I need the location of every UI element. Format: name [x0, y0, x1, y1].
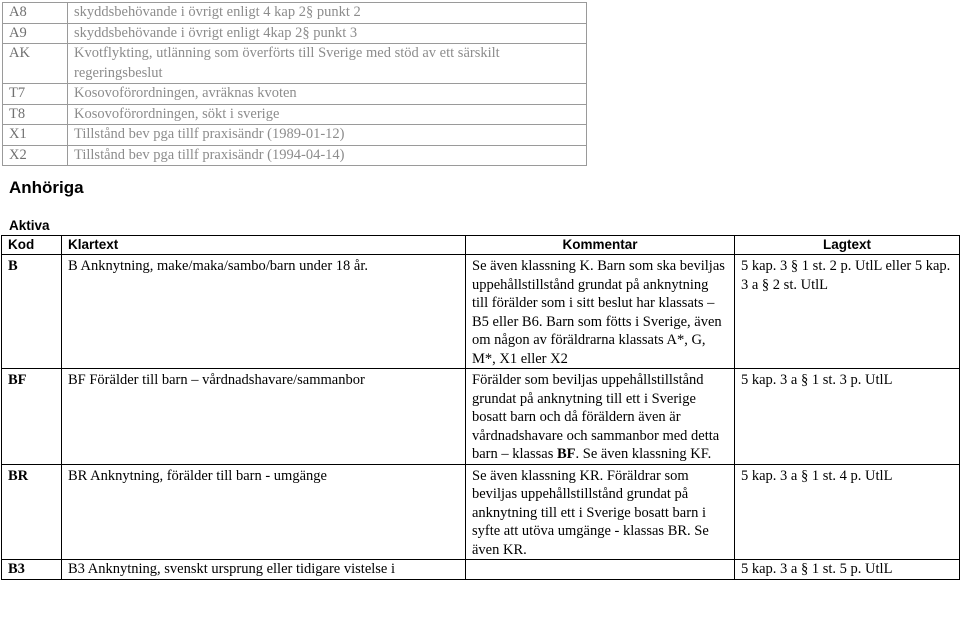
- kommentar-cell: Se även klassning K. Barn som ska beviljas uppehållstillstånd grundat på anknytning till förälder som i sitt beslut har klassats – B5 eller B6. Barn som fötts i Sverige, även om någon av föräldrarna klassats A*, G, M*, X1 eller X2: [466, 255, 735, 369]
- code-cell: B3: [2, 560, 62, 580]
- kommentar-text: . Se även klassning KF.: [575, 446, 712, 462]
- code-cell: X2: [3, 145, 68, 166]
- description-cell: Kosovoförordningen, sökt i sverige: [68, 104, 587, 125]
- column-header-kommentar: Kommentar: [466, 236, 735, 255]
- lagtext-cell: 5 kap. 3 a § 1 st. 5 p. UtlL: [735, 560, 960, 580]
- table-row: [2, 560, 960, 580]
- table-row: [3, 44, 587, 84]
- code-cell: T7: [3, 84, 68, 105]
- klartext-cell: BF Förälder till barn – vårdnadshavare/sammanbor: [62, 369, 466, 465]
- description-cell: Tillstånd bev pga tillf praxisändr (1989-01-12): [68, 125, 587, 146]
- table-row: [3, 125, 587, 146]
- column-header-klartext: Klartext: [62, 236, 466, 255]
- table-row: [3, 23, 587, 44]
- lagtext-cell: 5 kap. 3 a § 1 st. 3 p. UtlL: [735, 369, 960, 465]
- relatives-code-table: [1, 235, 960, 580]
- kommentar-cell: [466, 369, 735, 465]
- table-row: [2, 369, 960, 465]
- description-cell: skyddsbehövande i övrigt enligt 4 kap 2§ punkt 2: [68, 3, 587, 24]
- lagtext-cell: 5 kap. 3 § 1 st. 2 p. UtlL eller 5 kap. 3 a § 2 st. UtlL: [735, 255, 960, 369]
- table-row: [3, 145, 587, 166]
- description-cell: Kosovoförordningen, avräknas kvoten: [68, 84, 587, 105]
- subsection-heading: Aktiva: [9, 218, 50, 233]
- code-cell: X1: [3, 125, 68, 146]
- code-cell: A9: [3, 23, 68, 44]
- kommentar-bold-code: BF: [556, 446, 576, 462]
- table-row: [2, 464, 960, 560]
- description-cell: Tillstånd bev pga tillf praxisändr (1994-04-14): [68, 145, 587, 166]
- table-row: [3, 3, 587, 24]
- column-header-kod: Kod: [2, 236, 62, 255]
- code-cell: T8: [3, 104, 68, 125]
- kommentar-text: Förälder som beviljas uppehållstillstånd grundat på anknytning till ett i Sverige bosatt barn och då föräldern även är vårdnadshavare och sammanbor med detta barn – klassas: [472, 372, 720, 462]
- description-cell: skyddsbehövande i övrigt enligt 4kap 2§ punkt 3: [68, 23, 587, 44]
- klartext-cell: BR Anknytning, förälder till barn - umgänge: [62, 464, 466, 560]
- table-row: [2, 255, 960, 369]
- description-cell: Kvotflykting, utlänning som överförts till Sverige med stöd av ett särskilt regeringsbeslut: [68, 44, 587, 84]
- table-row: [3, 84, 587, 105]
- column-header-lagtext: Lagtext: [735, 236, 960, 255]
- code-cell: BF: [2, 369, 62, 465]
- kommentar-cell: Se även klassning KR. Föräldrar som beviljas uppehållstillstånd grundat på anknytning till ett i Sverige bosatt barn i syfte att utöva umgänge - klassas BR. Se även KR.: [466, 464, 735, 560]
- klartext-cell: B3 Anknytning, svenskt ursprung eller tidigare vistelse i: [62, 560, 466, 580]
- section-heading: Anhöriga: [9, 178, 84, 197]
- klartext-cell: B Anknytning, make/maka/sambo/barn under 18 år.: [62, 255, 466, 369]
- code-cell: AK: [3, 44, 68, 84]
- code-cell: BR: [2, 464, 62, 560]
- residence-code-table-top: [2, 2, 587, 166]
- table-row: [3, 104, 587, 125]
- table-header-row: [2, 236, 960, 255]
- code-cell: A8: [3, 3, 68, 24]
- code-cell: B: [2, 255, 62, 369]
- kommentar-cell: [466, 560, 735, 580]
- lagtext-cell: 5 kap. 3 a § 1 st. 4 p. UtlL: [735, 464, 960, 560]
